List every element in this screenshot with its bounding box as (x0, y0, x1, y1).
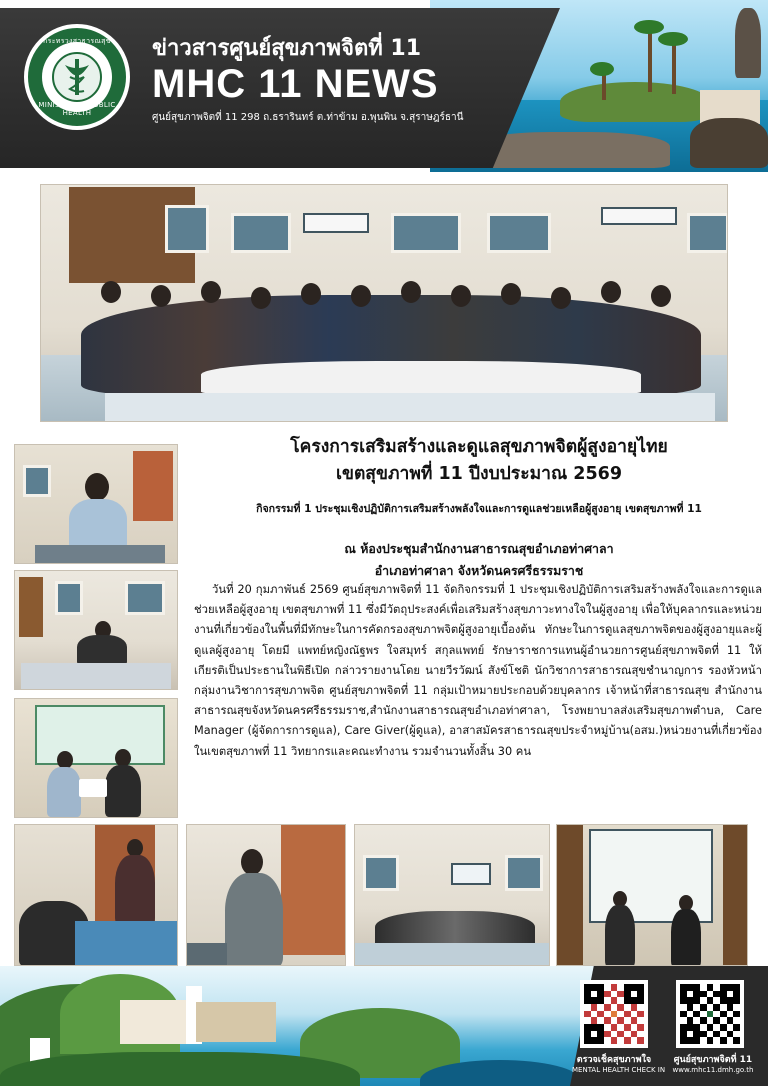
workshop-room-photo (354, 824, 550, 966)
qr2-caption-sub: www.mhc11.dmh.go.th (672, 1066, 754, 1074)
palm-tree-image (648, 28, 652, 92)
activity-subheading: กิจกรรมที่ 1 ประชุมเชิงปฏิบัติการเสริมสร้างพลังใจและการดูแลช่วยเหลือผู้สูงอายุ เขตสุขภาพที่ 11 (256, 503, 702, 515)
qr1-caption-sub: MENTAL HEALTH CHECK IN (572, 1066, 666, 1074)
venue-line-2: อำเภอท่าศาลา จังหวัดนครศรีธรรมราช (374, 563, 584, 578)
presentation-screen-photo (556, 824, 748, 966)
venue-line-1: ณ ห้องประชุมสำนักงานสาธารณสุขอำเภอท่าศาลา (344, 541, 614, 556)
island-image (560, 82, 710, 122)
article-headline (190, 434, 768, 488)
headline-line-2: เขตสุขภาพที่ 11 ปีงบประมาณ 2569 (336, 464, 622, 484)
ministry-logo (24, 24, 130, 130)
temple-image (120, 1000, 190, 1044)
header-banner (0, 0, 768, 172)
newsletter-title-thai: ข่าวสารศูนย์สุขภาพจิตที่ 11 (152, 36, 422, 61)
rock-island-image (735, 8, 761, 78)
qr-code-mhc11-website-icon[interactable] (676, 980, 744, 1048)
qr2-caption-main: ศูนย์สุขภาพจิตที่ 11 (673, 1055, 753, 1065)
footer-banner (0, 966, 768, 1086)
logo-ring-top-text: กระทรวงสาธารณสุข (43, 37, 111, 45)
group-photo (40, 184, 728, 422)
logo-ring-bottom-text: MINISTRY OF PUBLIC HEALTH (38, 101, 116, 117)
qr-caption-check-in (572, 1052, 666, 1074)
article-body (194, 580, 762, 762)
venue-heading (190, 538, 768, 582)
chairperson-photo (14, 444, 178, 564)
qr-code-mental-health-check-in-icon[interactable] (580, 980, 648, 1048)
header-address: ศูนย์สุขภาพจิตที่ 11 298 ถ.ธรารินทร์ ต.ท่าข้าม อ.พุนพิน จ.สุราษฎร์ธานี (152, 112, 464, 123)
qr1-caption-main: ตรวจเช็คสุขภาพใจ (576, 1055, 652, 1065)
newsletter-title-english: MHC 11 NEWS (152, 62, 439, 106)
certificate-presentation-photo (14, 698, 178, 818)
article-body-paragraph: วันที่ 20 กุมภาพันธ์ 2569 ศูนย์สุขภาพจิตที่ 11 จัดกิจกรรมที่ 1 ประชุมเชิงปฏิบัติการเสริมสร้างพลังใจและการดูแลช่วยเหลือผู้สูงอายุ เขตสุขภาพที่ 11 ซึ่งมีวัตถุประสงค์เพื่อเสริมสร้างสุขภาวะทางใจในผู้สูงอายุ เพื่อให้บุคลากรและหน่วยงานที่เกี่ยวข้องในพื้นที่มีทักษะในการคัดกรองสุขภาพจิตผู้สูงอายุเบื้องต้น ทักษะในการดูแลสุขภาพจิตของผู้สูงอายุและผู้ดูแลผู้สูงอายุ โดยมี แพทย์หญิงณัฐพร ใจสมุทร์ สกุลแพทย์ รักษาราชการแทนผู้อำนวยการศูนย์สุขภาพจิตที่ 11 ให้เกียรติเป็นประธานในพิธีเปิด กล่าวรายงานโดย นายวีรวัฒน์ สังข์โชติ นักวิชาการสาธารณสุขชำนาญการ รองหัวหน้ากลุ่มงานวิชาการสุขภาพจิต ศูนย์สุขภาพจิตที่ 11 กลุ่มเป้าหมายประกอบด้วยบุคลากร เจ้าหน้าที่สาธารณสุข สำนักงานสาธารณสุขจังหวัดนครศรีธรรมราช,สำนักงานสาธารณสุขอำเภอท่าศาลา, โรงพยาบาลส่งเสริมสุขภาพตำบล, Care Manager (ผู้จัดการการดูแล), Care Giver(ผู้ดูแล), อาสาสมัครสาธารณสุขประจำหมู่บ้าน(อสม.)หน่วยงานที่เกี่ยวข้องในเขตสุขภาพที่ 11 วิทยากรและคณะทำงาน รวมจำนวนทั้งสิ้น 30 คน (194, 583, 762, 758)
headline-line-1: โครงการเสริมสร้างและดูแลสุขภาพจิตผู้สูงอายุไทย (290, 437, 668, 457)
speaker-photo-1 (14, 824, 178, 966)
qr-caption-website (668, 1052, 758, 1074)
meeting-room-photo (14, 570, 178, 690)
speaker-photo-2 (186, 824, 346, 966)
